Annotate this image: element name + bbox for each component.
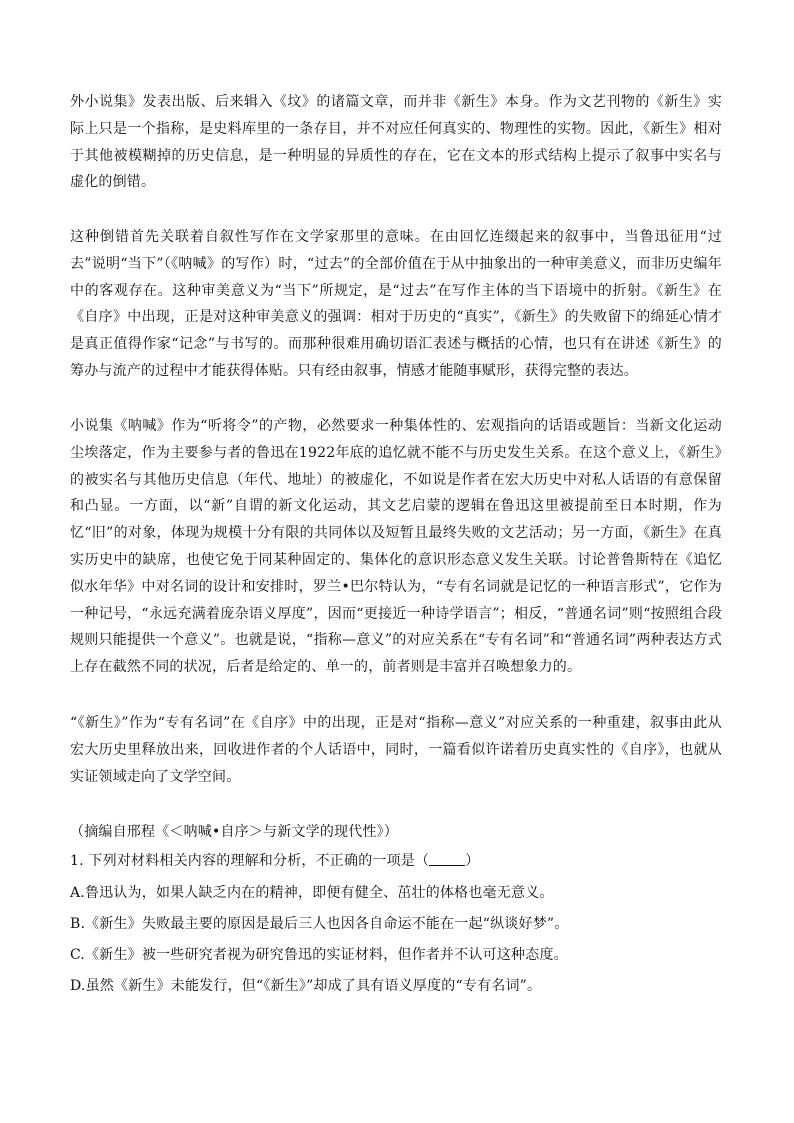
option-c[interactable]: C.《新生》被一些研究者视为研究鲁迅的实证材料，但作者并不认可这种态度。 [70,947,568,963]
option-b[interactable]: B.《新生》失败最主要的原因是最后三人也因各自命运不能在一起“纵谈好梦”。 [70,916,569,932]
question-stem [70,851,730,871]
question-stem-close: ） [465,853,480,869]
paragraph-1: 外小说集》发表出版、后来辑入《坟》的诸篇文章，而并非《新生》本身。作为文艺刊物的《新生》实际上只是一个指称，是史料库里的一条存目，并不对应任何真实的、物理性的实物。因此，《新生》相对于其他被模糊掉的历史信息，是一种明显的异质性的存在，它在文本的形式结构上提示了叙事中实名与虚化的倒错。 [70,94,722,191]
option-a[interactable]: A.鲁迅认为，如果人缺乏内在的精神，即便有健全、茁壮的体格也毫无意义。 [70,885,554,901]
answer-blank[interactable] [429,853,465,866]
option-d[interactable]: D.虽然《新生》未能发行，但“《新生》”却成了具有语义厚度的“专有名词”。 [70,978,542,994]
paragraph-4: “《新生》”作为“专有名词”在《自序》中的出现，正是对“指称—意义”对应关系的一种重建，叙事由此从宏大历史里释放出来，回收进作者的个人话语中，同时，一篇看似许诺着历史真实性的《自序》，也就从实证领域走向了文学空间。 [70,715,722,785]
paragraph-2: 这种倒错首先关联着自叙性写作在文学家那里的意味。在由回忆连缀起来的叙事中，当鲁迅征用“过去”说明“当下”（《呐喊》的写作）时，“过去”的全部价值在于从中抽象出的一种审美意义，而非历史编年中的客观存在。这种审美意义为“当下”所规定，是“过去”在写作主体的当下语境中的折射。《新生》在《自序》中出现，正是对这种审美意义的强调：相对于历史的“真实”，《新生》的失败留下的绵延心情才是真正值得作家“记念”与书写的。而那种很难用确切语汇表述与概括的心情，也只有在讲述《新生》的筹办与流产的过程中才能获得体贴。只有经由叙事，情感才能随事赋形，获得完整的表达。 [70,229,722,379]
paragraph-3: 小说集《呐喊》作为“听将令”的产物，必然要求一种集体性的、宏观指向的话语或题旨：当新文化运动尘埃落定，作为主要参与者的鲁迅在1922年底的追忆就不能不与历史发生关系。在这个意义上，《新生》的被实名与其他历史信息（年代、地址）的被虚化，不如说是作者在宏大历史中对私人话语的有意保留和凸显。一方面，以“新”自谓的新文化运动，其文艺启蒙的逻辑在鲁迅这里被提前至日本时期，作为忆“旧”的对象，体现为规模十分有限的共同体以及短暂且最终失败的文艺活动；另一方面，《新生》在真实历史中的缺席，也使它免于同某种固定的、集体化的意识形态意义发生关联。讨论普鲁斯特在《追忆似水年华》中对名词的设计和安排时，罗兰•巴尔特认为，“专有名词就是记忆的一种语言形式”，它作为一种记号，“永远充满着庞杂语义厚度”，因而“更接近一种诗学语言”；相反，“普通名词”则“按照组合段规则只能提供一个意义”。也就是说，“指称—意义”的对应关系在“专有名词”和“普通名词”两种表达方式上存在截然不同的状况，后者是给定的、单一的，前者则是丰富并召唤想象力的。 [70,418,722,676]
question-stem-text: 1. 下列对材料相关内容的理解和分析，不正确的一项是（ [70,853,430,869]
source-citation: （摘编自邢程《＜呐喊•自序＞与新文学的现代性》） [70,824,399,840]
